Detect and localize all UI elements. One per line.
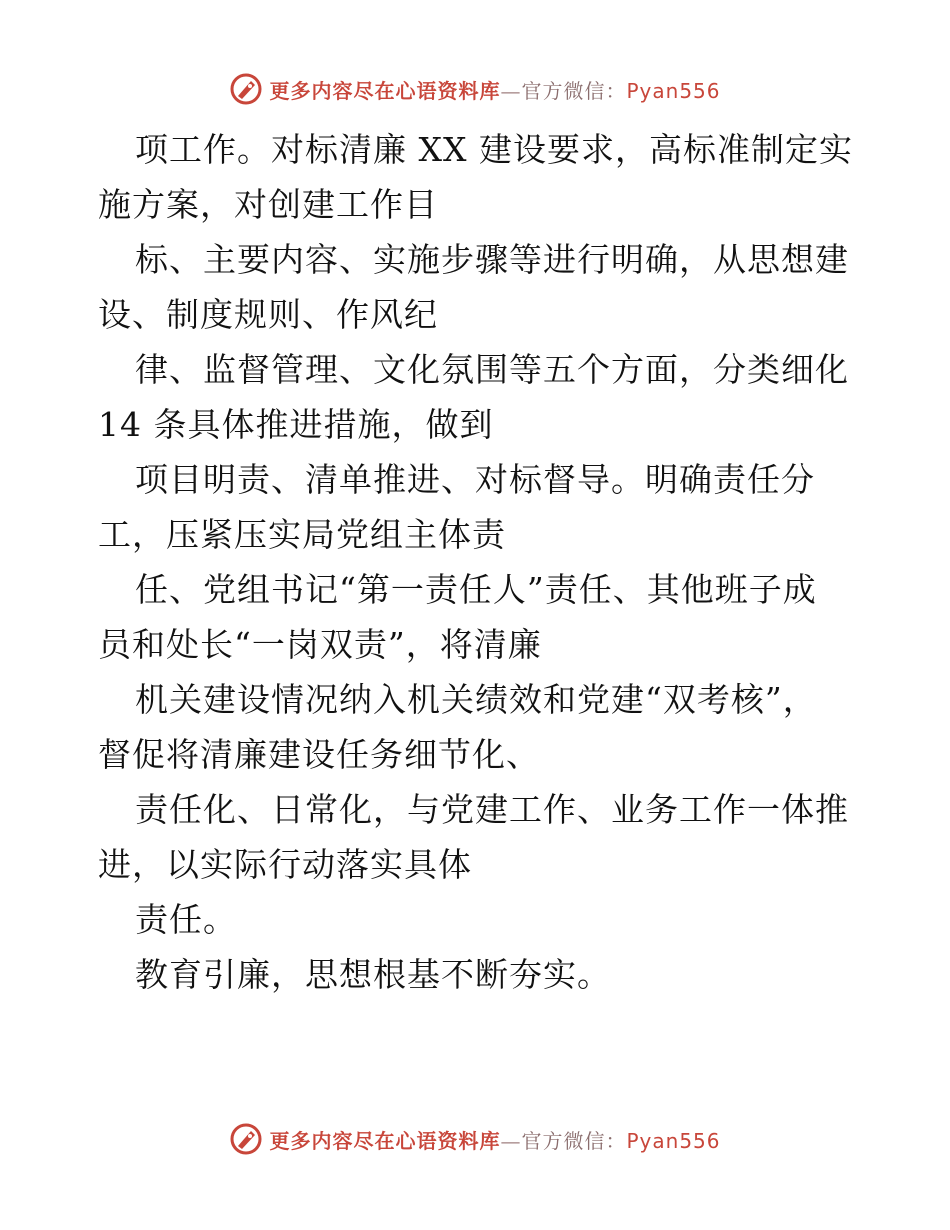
text-line: 责任化、日常化，与党建工作、业务工作一体推 (135, 790, 849, 829)
text-line: 责任。 (135, 900, 237, 939)
banner-dash: — (500, 78, 522, 103)
text-line: 项目明责、清单推进、对标督导。明确责任分 (135, 460, 815, 499)
banner-text (269, 1125, 720, 1154)
wechat-account: Pyan556 (626, 1128, 721, 1153)
text-line: 14 条具体推进措施，做到 (98, 405, 494, 444)
text-line: 施方案，对创建工作目 (98, 185, 438, 224)
text-line: 督促将清廉建设任务细节化、 (98, 735, 540, 774)
site-text: 更多内容尽在心语资料库 (269, 1128, 501, 1153)
pen-nib-circle-icon (229, 72, 263, 106)
banner-text (269, 75, 720, 104)
footer-banner (0, 1122, 950, 1156)
document-body (98, 122, 858, 1002)
text-line: 员和处长“一岗双责”，将清廉 (98, 625, 542, 664)
text-line: 律、监督管理、文化氛围等五个方面，分类细化 (135, 350, 849, 389)
wechat-account: Pyan556 (626, 78, 721, 103)
wechat-label: 官方微信： (521, 1128, 627, 1153)
header-banner (0, 72, 950, 106)
text-line: 项工作。对标清廉 XX 建设要求，高标准制定实 (135, 130, 853, 169)
site-text: 更多内容尽在心语资料库 (269, 78, 501, 103)
text-line: 进，以实际行动落实具体 (98, 845, 472, 884)
text-line: 任、党组书记“第一责任人”责任、其他班子成 (135, 570, 817, 609)
wechat-label: 官方微信： (521, 78, 627, 103)
banner-dash: — (500, 1128, 522, 1153)
text-line: 工，压紧压实局党组主体责 (98, 515, 506, 554)
text-line: 机关建设情况纳入机关绩效和党建“双考核”， (135, 680, 817, 719)
text-line: 设、制度规则、作风纪 (98, 295, 438, 334)
text-line: 标、主要内容、实施步骤等进行明确，从思想建 (135, 240, 849, 279)
text-line: 教育引廉，思想根基不断夯实。 (135, 955, 611, 994)
pen-nib-circle-icon (229, 1122, 263, 1156)
